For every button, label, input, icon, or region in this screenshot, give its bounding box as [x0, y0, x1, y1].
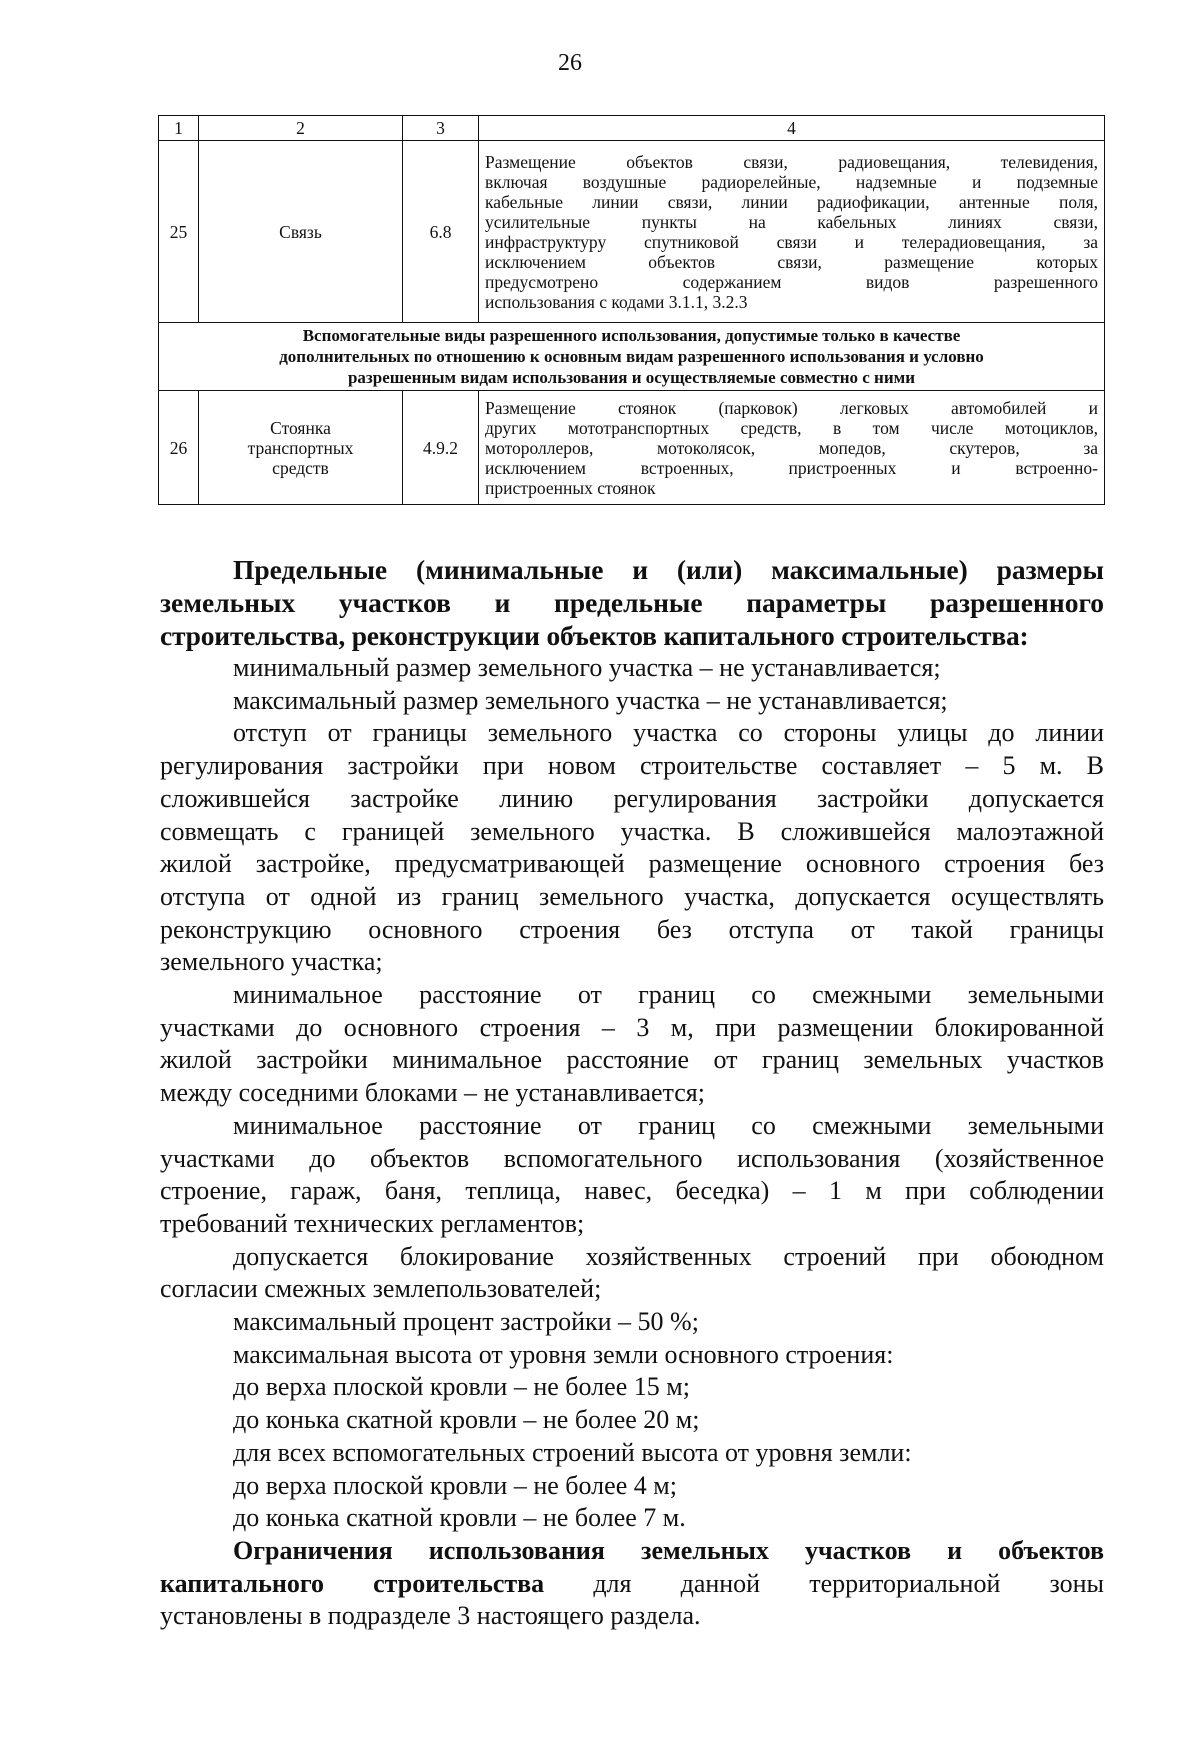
paragraph: максимальный процент застройки – 50 %;	[233, 1307, 699, 1337]
row-number: 26	[159, 391, 199, 505]
paragraph-line	[160, 1568, 1104, 1601]
aux-heading-line: разрешенным видам использования и осуществляемые совместно с ними	[347, 368, 916, 387]
aux-heading-line: дополнительных по отношению к основным видам разрешенного использования и условно	[279, 347, 984, 366]
paragraph-line: допускается блокирование хозяйственных строений при обоюдном	[233, 1241, 1104, 1271]
heading-line: земельных участков и предельные параметры разрешенного	[160, 587, 1104, 618]
paragraph-line: реконструкцию основного строения без отступа от такой границы	[160, 914, 1104, 944]
description-line: использования с кодами 3.1.1, 3.2.3	[485, 291, 748, 312]
land-use-table	[158, 115, 1105, 505]
auxiliary-section-heading	[159, 323, 1105, 391]
paragraph-line: земельного участка;	[160, 947, 383, 977]
description-line: инфраструктуру спутниковой связи и телерадиовещания, за	[485, 231, 1098, 252]
paragraph-line: жилой застройке, предусматривающей размещение основного строения без	[160, 849, 1104, 879]
header-cell: 4	[479, 116, 1105, 141]
row-number: 25	[159, 141, 199, 323]
paragraph-line: отступа от одной из границ земельного участка, допускается осуществлять	[160, 881, 1104, 911]
use-description	[479, 391, 1105, 505]
restrictions-paragraph	[160, 1535, 1104, 1633]
aux-heading-line: Вспомогательные виды разрешенного использования, допустимые только в качестве	[302, 326, 961, 345]
description-line: кабельные линии связи, линии радиофикации, антенные поля,	[485, 191, 1098, 212]
use-name	[199, 391, 403, 505]
paragraph: для всех вспомогательных строений высота от уровня земли:	[233, 1437, 912, 1467]
heading-line: Предельные (минимальные и (или) максимальные) размеры	[233, 554, 1104, 585]
paragraph: максимальный размер земельного участка – не устанавливается;	[233, 685, 948, 715]
paragraph	[160, 717, 1104, 979]
plain-phrase: для данной территориальной зоны	[593, 1568, 1105, 1598]
use-name-line: средств	[272, 457, 329, 478]
description-line: предусмотрено содержанием видов разрешенного	[485, 271, 1098, 292]
paragraph: до конька скатной кровли – не более 7 м.	[233, 1503, 686, 1533]
paragraph-line: строение, гараж, баня, теплица, навес, беседка) – 1 м при соблюдении	[160, 1176, 1104, 1206]
description-line: исключением встроенных, пристроенных и встроенно-	[485, 457, 1098, 478]
paragraph-line: минимальное расстояние от границ со смежными земельными	[233, 980, 1104, 1010]
section-heading	[160, 553, 1104, 652]
heading-line: строительства, реконструкции объектов капитального строительства:	[160, 620, 1029, 651]
description-line: исключением объектов связи, размещение которых	[485, 251, 1098, 272]
description-line: Размещение стоянок (парковок) легковых автомобилей и	[485, 397, 1098, 418]
paragraph	[160, 979, 1104, 1110]
paragraph: минимальный размер земельного участка – не устанавливается;	[233, 653, 941, 682]
paragraph-line: требований технических регламентов;	[160, 1208, 585, 1238]
paragraph-line: отступ от границы земельного участка со стороны улицы до линии	[233, 718, 1104, 748]
paragraph-line: Ограничения использования земельных участков и объектов	[233, 1535, 1104, 1565]
paragraph	[160, 1110, 1104, 1241]
paragraph-line: участками до объектов вспомогательного использования (хозяйственное	[160, 1143, 1104, 1173]
page-number: 26	[558, 50, 582, 76]
paragraph-line: минимальное расстояние от границ со смежными земельными	[233, 1110, 1104, 1140]
use-code: 6.8	[403, 141, 479, 323]
paragraph-line: между соседними блоками – не устанавливается;	[160, 1078, 705, 1108]
paragraph-line: участками до основного строения – 3 м, при размещении блокированной	[160, 1012, 1104, 1042]
description-line: усилительные пункты на кабельных линиях связи,	[485, 211, 1098, 232]
table-row	[159, 391, 1105, 505]
use-name-line: Стоянка	[270, 417, 331, 438]
use-name: Связь	[199, 141, 403, 323]
paragraph-line: совмещать с границей земельного участка. В сложившейся малоэтажной	[160, 816, 1104, 846]
document-body	[160, 553, 1104, 1633]
description-line: включая воздушные радиорелейные, надземные и подземные	[485, 171, 1098, 192]
paragraph: до верха плоской кровли – не более 4 м;	[233, 1470, 677, 1500]
paragraph-line: согласии смежных землепользователей;	[160, 1274, 602, 1304]
paragraph: до конька скатной кровли – не более 20 м;	[233, 1405, 700, 1435]
table-header-row	[159, 116, 1105, 141]
description-line: мотороллеров, мотоколясок, мопедов, скутеров, за	[485, 437, 1098, 458]
paragraph: максимальная высота от уровня земли основного строения:	[233, 1339, 894, 1369]
description-line: других мототранспортных средств, в том числе мотоциклов,	[485, 417, 1098, 438]
use-description	[479, 141, 1105, 323]
auxiliary-section-row	[159, 323, 1105, 391]
header-cell: 1	[159, 116, 199, 141]
header-cell: 3	[403, 116, 479, 141]
use-code: 4.9.2	[403, 391, 479, 505]
paragraph-line: установлены в подразделе 3 настоящего раздела.	[160, 1601, 701, 1631]
bold-phrase: капитального строительства	[160, 1568, 545, 1598]
header-cell: 2	[199, 116, 403, 141]
paragraph-line: регулирования застройки при новом строительстве составляет – 5 м. В	[160, 751, 1104, 781]
paragraph	[160, 1241, 1104, 1306]
paragraph-line: жилой застройки минимальное расстояние от границ земельных участков	[160, 1045, 1104, 1075]
paragraph: до верха плоской кровли – не более 15 м;	[233, 1372, 690, 1402]
table-row	[159, 141, 1105, 323]
description-line: Размещение объектов связи, радиовещания, телевидения,	[485, 151, 1098, 172]
use-name-line: транспортных	[247, 437, 354, 458]
paragraph-line: сложившейся застройке линию регулирования застройки допускается	[160, 783, 1104, 813]
description-line: пристроенных стоянок	[485, 477, 656, 498]
